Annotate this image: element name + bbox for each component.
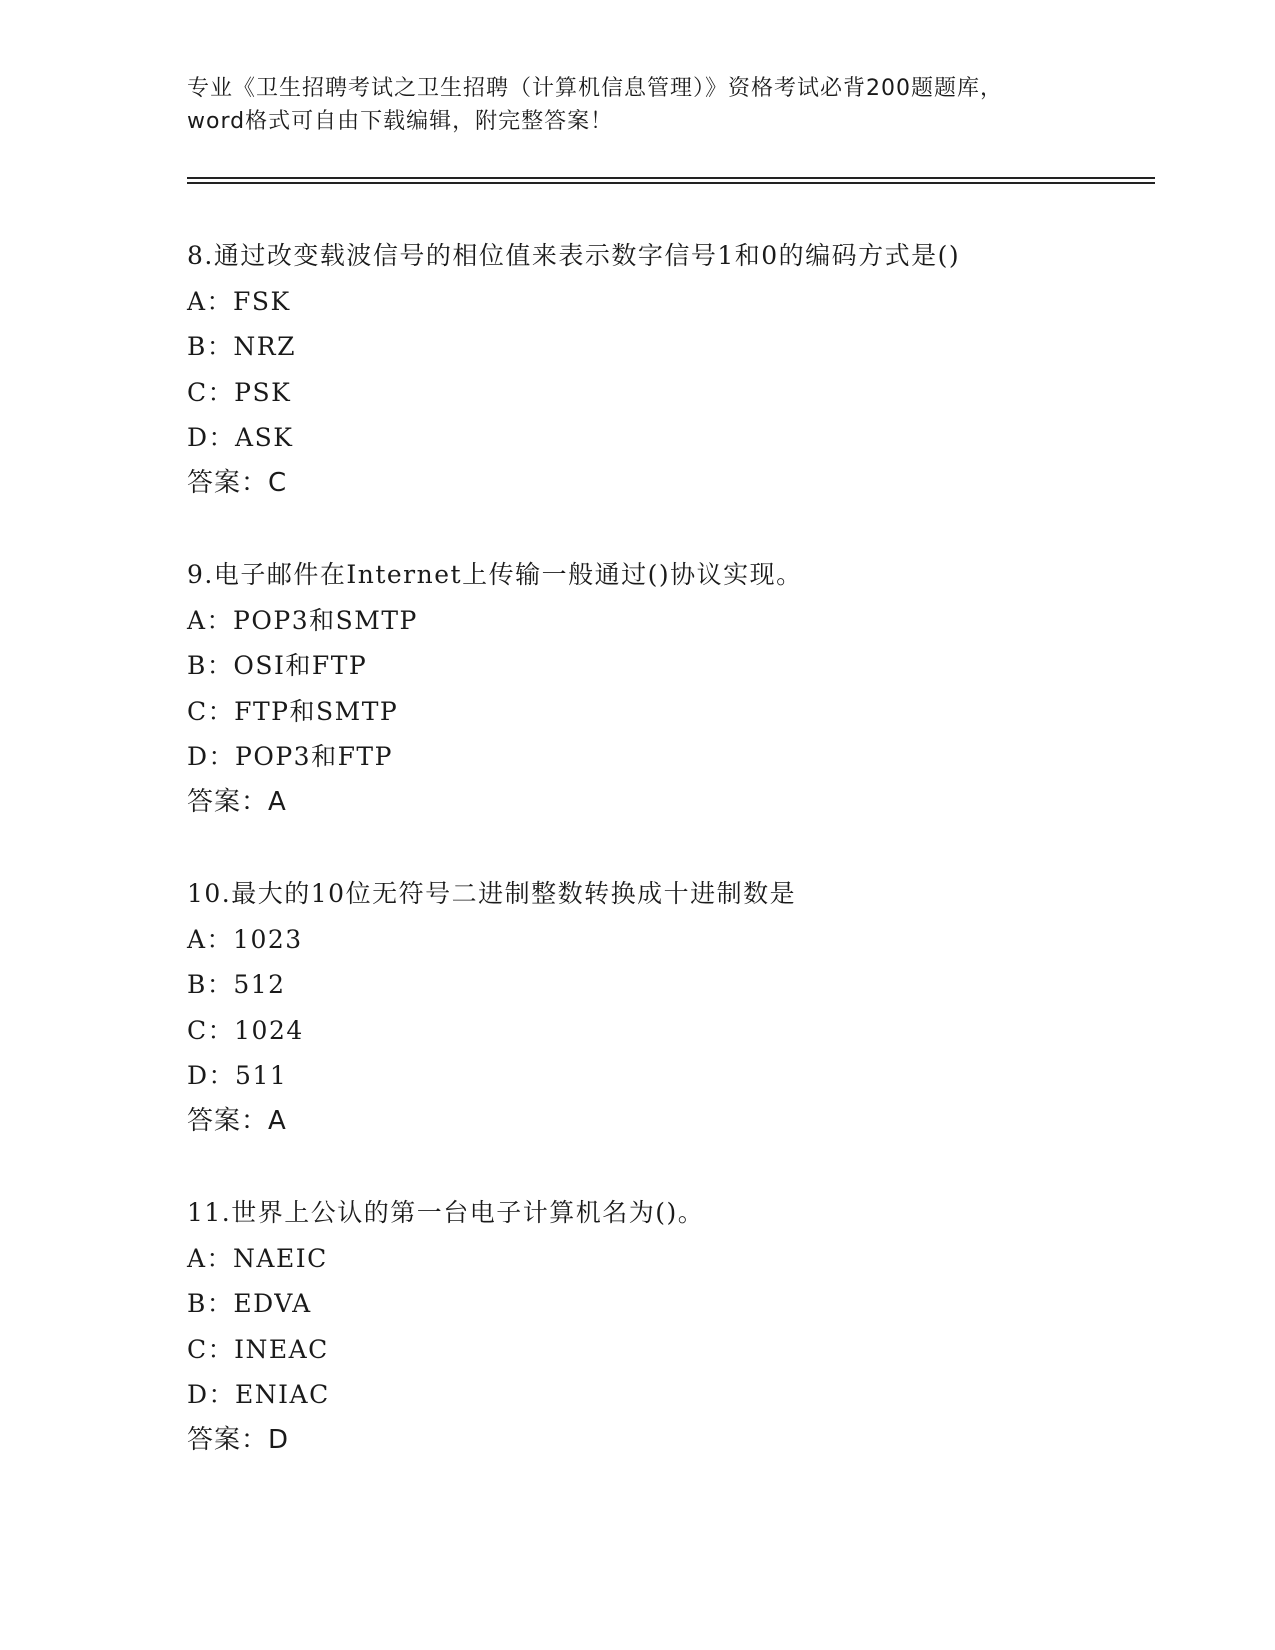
question-stem: 8.通过改变载波信号的相位值来表示数字信号1和0的编码方式是() (187, 241, 961, 270)
option-c: C：PSK (187, 377, 292, 407)
answer-line: 答案：C (187, 467, 288, 498)
option-d: D：511 (187, 1061, 288, 1090)
answer-line: 答案：A (187, 786, 287, 817)
option-d: D：POP3和FTP (187, 742, 393, 771)
option-a: A：FSK (187, 286, 291, 316)
option-b: B：512 (187, 970, 286, 999)
answer-line: 答案：A (187, 1105, 287, 1136)
option-c: C：FTP和SMTP (187, 696, 399, 726)
option-d: D：ENIAC (187, 1380, 330, 1409)
option-b: B：EDVA (187, 1289, 312, 1318)
question-block (187, 871, 1147, 1144)
question-block (187, 233, 1147, 506)
option-c: C：INEAC (187, 1334, 329, 1364)
header-line-2: word格式可自由下载编辑，附完整答案！ (187, 109, 614, 134)
header-divider-top (187, 177, 1155, 179)
option-a: A：1023 (187, 924, 303, 954)
question-stem: 9.电子邮件在Internet上传输一般通过()协议实现。 (187, 560, 803, 589)
option-d: D：ASK (187, 423, 294, 452)
question-block (187, 552, 1147, 825)
question-stem: 11.世界上公认的第一台电子计算机名为()。 (187, 1198, 705, 1227)
header-divider-bottom (187, 182, 1155, 184)
option-b: B：NRZ (187, 332, 296, 361)
document-header (187, 72, 1087, 138)
option-b: B：OSI和FTP (187, 651, 368, 680)
option-a: A：NAEIC (187, 1243, 328, 1273)
header-line-1: 专业《卫生招聘考试之卫生招聘（计算机信息管理）》资格考试必背200题题库， (187, 76, 1003, 101)
answer-line: 答案：D (187, 1424, 290, 1455)
option-c: C：1024 (187, 1015, 304, 1045)
question-stem: 10.最大的10位无符号二进制整数转换成十进制数是 (187, 879, 797, 908)
question-block (187, 1190, 1147, 1463)
option-a: A：POP3和SMTP (187, 605, 418, 635)
